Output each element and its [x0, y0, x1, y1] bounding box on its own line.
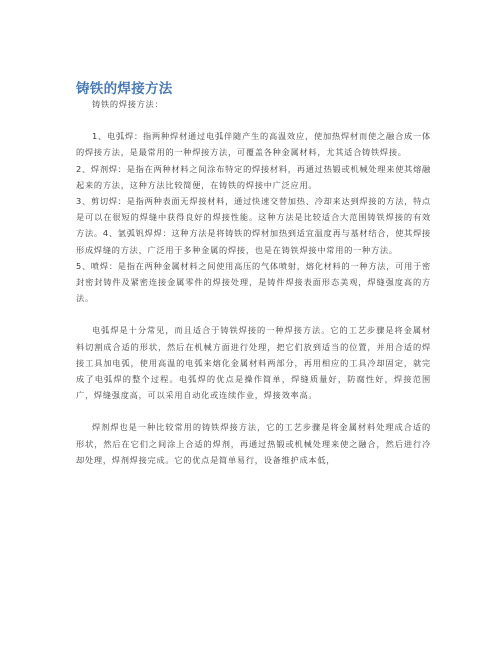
method-item-2: 2、焊剂焊：是指在两种材料之间涂布特定的焊接材料，再通过热锻或机械处理来使其熔融起来的方法，这种方法比较简便，在铸铁的焊接中广泛应用。	[76, 163, 431, 190]
document-title: 铸铁的焊接方法	[76, 81, 173, 97]
intro-text: 铸铁的焊接方法：	[92, 99, 164, 109]
arc-welding-paragraph: 电弧焊是十分常见，而且适合于铸铁焊接的一种焊接方法。它的工艺步骤是将金属材料切割成合适的形状，然后在机械方面进行处理，把它们放到适当的位置，并用合适的焊接工具加电弧，使用高温的电弧来熔化金属材料两部分，再用相应的工具冷却固定，就完成了电弧焊的整个过程。电弧焊的优点是操作简单，焊缝质量好，防腐性好，焊接范围广，焊缝强度高，可以采用自动化或连续作业，焊接效率高。	[76, 325, 431, 401]
flux-welding-paragraph: 焊剂焊也是一种比较常用的铸铁焊接方法，它的工艺步骤是将金属材料处理成合适的形状，然后在它们之间涂上合适的焊剂，再通过热锻或机械处理来使之融合，然后进行冷却处理，焊剂焊接完成。它的优点是简单易行，设备维护成本低，	[76, 422, 431, 465]
paragraph-gap	[76, 403, 431, 419]
method-item-3: 3、剪切焊：是指两种表面无焊接材料，通过快速交替加热、冷却来达到焊接的方法，特点是可以在很短的焊缝中获得良好的焊接性能。这种方法是比较适合大范围铸铁焊接的有效方法。4、氩弧钒焊焊：这种方法是将铸铁的焊材加热到适宜温度再与基材结合，使其焊接形成焊缝的方法，广泛用于多种金属的焊接，也是在铸铁焊接中常用的一种方法。	[76, 196, 431, 255]
method-item-1: 1、电弧焊：指两种焊材通过电弧伴随产生的高温效应，使加热焊材而使之融合成一体的焊接方法，是最常用的一种焊接方法，可覆盖各种金属材料，尤其适合铸铁焊接。	[76, 131, 431, 158]
method-item-5: 5、喷焊：是指在两种金属材料之间使用高压的气体喷射，熔化材料的一种方法，可用于密封密封铸件及紧密连接金属零件的焊接处理，是铸件焊接表面形态美观，焊缝强度高的方法。	[76, 260, 431, 304]
document-body	[76, 96, 431, 468]
paragraph-gap	[76, 306, 431, 322]
paragraph-gap	[76, 112, 431, 128]
